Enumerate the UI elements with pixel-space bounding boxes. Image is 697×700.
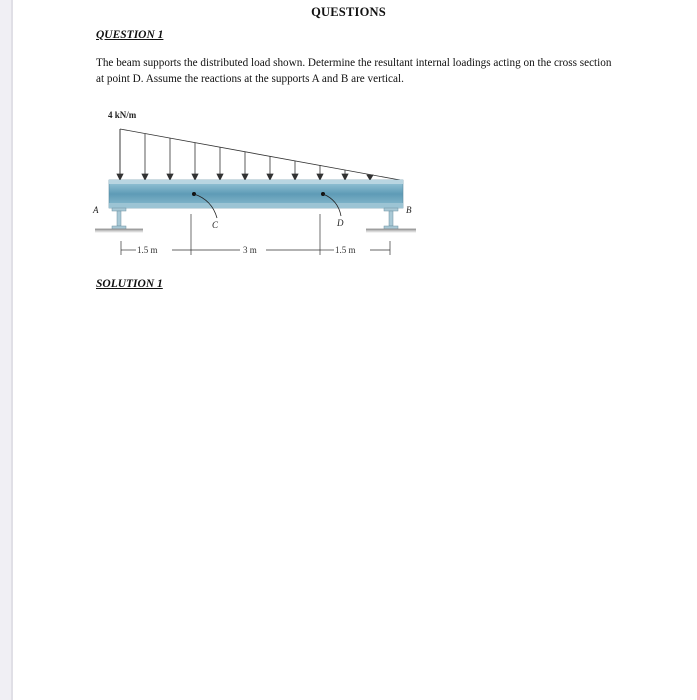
point-c-label: C	[212, 220, 219, 230]
point-d-label: D	[337, 218, 344, 228]
distributed-load	[117, 129, 400, 180]
dimension-cd: 3 m	[243, 245, 257, 255]
support-a-label: A	[93, 205, 99, 215]
dimension-ac: 1.5 m	[137, 245, 158, 255]
beam	[109, 180, 403, 208]
question-heading: QUESTION 1	[96, 29, 164, 41]
support-b	[366, 205, 416, 233]
support-a	[92, 205, 143, 233]
beam-diagram	[90, 100, 420, 270]
solution-heading: SOLUTION 1	[96, 278, 163, 290]
left-sidebar-strip	[0, 0, 13, 700]
question-text: The beam supports the distributed load shown. Determine the resultant internal loadings acting on the cross section at point D. Assume the reactions at the supports A and B are vertical.	[96, 57, 612, 85]
page-title: QUESTIONS	[311, 5, 386, 19]
load-intensity-label: 4 kN/m	[108, 110, 137, 120]
support-b-label: B	[406, 205, 412, 215]
dimension-db: 1.5 m	[335, 245, 356, 255]
